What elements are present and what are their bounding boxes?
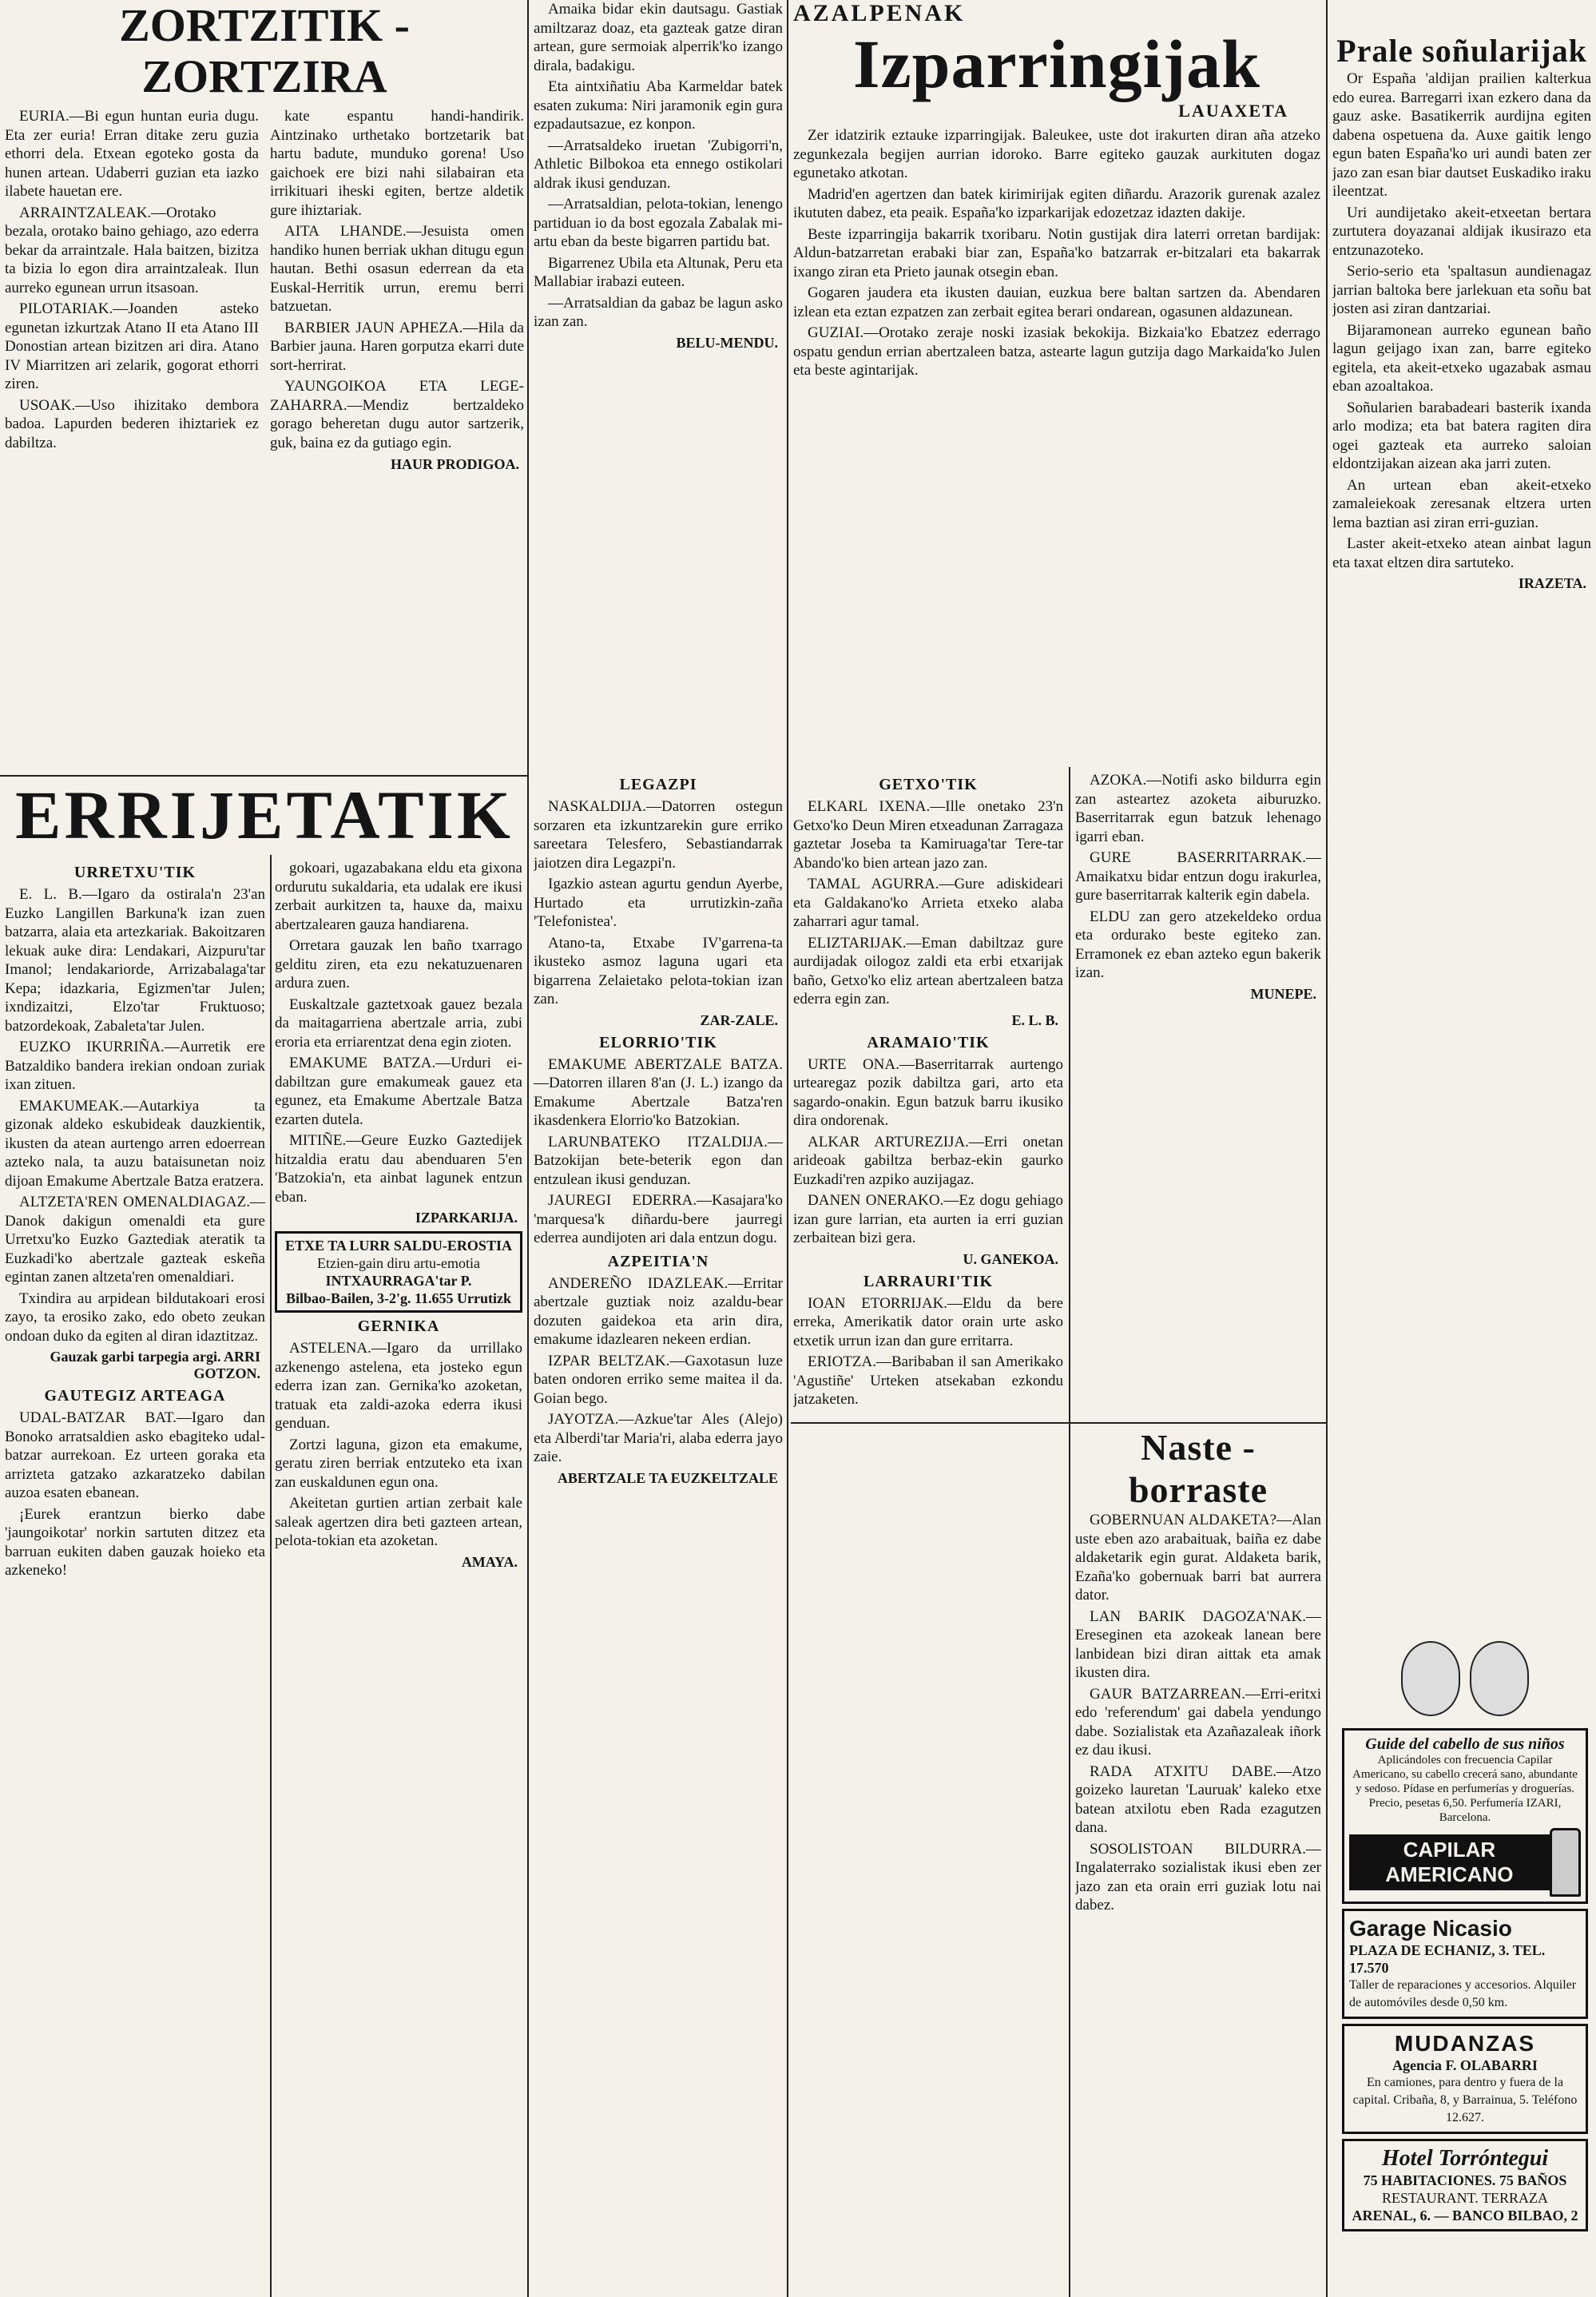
article-body <box>5 107 259 479</box>
child-face-icon <box>1470 1641 1529 1716</box>
ad-text: Taller de reparaciones y accesorios. Alquiler de automóviles desde 0,50 km. <box>1349 1978 1577 2009</box>
paragraph: Zortzi laguna, gizon eta emakume, geratu ziren berriak entzuteko eta ixan zan euskaldunen egun ona. <box>275 1436 522 1491</box>
column-rule <box>1069 767 1070 2297</box>
paragraph: BARBIER JAUN APHEZA.—Hila da Barbier jauna. Haren gorputza ekarri dute sort-herrirat. <box>270 319 524 374</box>
article-body <box>5 885 265 1345</box>
ad-text: En camiones, para dentro y fuera de la capital. Cribaña, 8, y Barrainua, 5. Teléfono 12.627. <box>1352 2076 1578 2124</box>
signature: Gauzak garbi tarpegia argi. ARRI GOTZON. <box>50 1349 260 1381</box>
ad-subtitle: Etzien-gain diru artu-emotia <box>317 1255 480 1271</box>
paragraph: Bijaramonean aurreko egunean baño lagun geijago ixan zan, barre egiteko egitela, eta akeit-etxeko ugazabak asmau eban azoaltakoa. <box>1332 321 1591 395</box>
paragraph: EMAKUME BATZA.—Urduri ei-dabiltzan gure emakumeak gauez eta egunez, eta Emakume Abertzale Batza ezarten dutela. <box>275 1055 522 1128</box>
paragraph: GUZIAI.—Orotako zeraje noski izasiak bekokija. Bizkaia'ko Ebatzez ederrago ospatu gendun errian abertzaleen batza, astearte lagun gutzija dago Markaida'ko Julen eta beste agintarijak. <box>793 324 1320 379</box>
signature: IZPARKARIJA. <box>415 1210 518 1226</box>
signature: ZAR-ZALE. <box>700 1011 778 1028</box>
article-body <box>275 859 522 1206</box>
paragraph: Eta aintxiñatiu Aba Karmeldar batek esaten zukuma: Niri jaramonik egin gura ezpadautsazue, ez konpon. <box>534 78 783 133</box>
ad-address: ARENAL, 6. — BANCO BILBAO, 2 <box>1352 2208 1578 2223</box>
article-body <box>1075 771 1321 983</box>
child-face-icon <box>1401 1641 1460 1716</box>
paragraph: Amaika bidar ekin dautsagu. Gastiak amiltzaraz doaz, eta gazteak gatze diran artean, gure sermoiak alperrik'ko izango dirala, badakigu. <box>534 1 783 74</box>
garage-ad <box>1342 1909 1588 2019</box>
paragraph: LARUNBATEKO ITZALDIJA.—Batzokijan bete-beterik egon dan entzulean ikusi genduzan. <box>534 1133 783 1188</box>
paragraph: gokoari, ugazabakana eldu eta gixona ordurutu sukaldaria, eta udalak ere ikusi zerbait aurkitzen ta, hauxe da, maixu abertzalearen gauza handiarena. <box>275 860 522 933</box>
paragraph: ANDEREÑO IDAZLEAK.—Erritar abertzale guztiak noiz azaldu-bear dozuten gaidekoa eta arin dira, emakume idazlearen nekeen erdian. <box>534 1274 783 1348</box>
ad-brand: CAPILAR AMERICANO <box>1349 1834 1550 1890</box>
signature: U. GANEKOA. <box>963 1250 1058 1267</box>
paragraph: Bigarrenez Ubila eta Altunak, Peru eta Mallabiar irabazi euteen. <box>534 254 783 290</box>
column-rule <box>787 0 788 2297</box>
paragraph: —Arratsaldian da gabaz be lagun asko izan zan. <box>534 294 783 330</box>
paragraph: GOBERNUAN ALDAKETA?—Alan uste eben azo arabaituak, baiña ez dabe aldaketarik egin gurat. Aldaketa barik, Ezaña'ko gobernuak barri bat aurrera dator. <box>1075 1512 1321 1604</box>
paragraph: Beste izparringija bakarrik txoribaru. Notin gustijak dira laterri orretan bardijak: Aldun-batzarretan erabaki biar zan, España'ko batzarrak er-bitzalari eta bakarrak ixango ziran eta Prieto jaunak otsegin eban. <box>793 225 1320 280</box>
paragraph: MITIÑE.—Geure Euzko Gaztedijek hitzaldia eratu dau abenduaren 5'en 'Batzokia'n, eta ainbat lagunek entzun eban. <box>275 1132 522 1206</box>
paragraph: ASTELENA.—Igaro da urrillako azkenengo astelena, eta josteko egun ederra izan zan. Gernika'ko azoketan, tratuak eta zaldi-azoka ederra ikusi genduan. <box>275 1340 522 1432</box>
legazpi-column <box>534 771 783 2293</box>
gernika-column <box>275 859 522 2293</box>
ad-headline: Guide del cabello de sus niños <box>1365 1735 1565 1753</box>
paragraph: AZOKA.—Notifi asko bildurra egin zan asteartez azoketa aiburuzko. Baserritarrak egun batzuk lehenago igarri eban. <box>1075 772 1321 845</box>
section-title: Naste - borraste <box>1128 1427 1268 1510</box>
article-body <box>793 126 1320 380</box>
izparringijak-section <box>793 0 1320 763</box>
section-title: Izparringijak <box>853 26 1261 102</box>
paragraph: Soñularien barabadeari basterik ixanda arlo modiza; eta bat batera ragiten dira ogei gazteak eta aurreko saloian eldontzijakan aizean aka jarri zuten. <box>1332 399 1591 472</box>
ad-address: PLAZA DE ECHANIZ, 3. TEL. 17.570 <box>1349 1942 1546 1976</box>
paragraph: GURE BASERRITARRAK.—Amaikatxu bidar entzun dogu irakurlea, gure baserritarrak kalterik egin dabela. <box>1075 849 1321 904</box>
errijetatik-banner <box>5 779 524 855</box>
paragraph: RADA ATXITU DABE.—Atzo goizeko lauretan 'Lauruak' kaleko etxe batean atxilotu eben Rada ezagutzen dana. <box>1075 1762 1321 1836</box>
article-body <box>534 0 783 332</box>
section-title: ERRIJETATIK <box>15 779 514 853</box>
paragraph: IZPAR BELTZAK.—Gaxotasun luze baten ondoren erriko seme maitea il da. Goian bego. <box>534 1352 783 1407</box>
ad-address: Bilbao-Bailen, 3-2'g. 11.655 Urrutizk <box>285 1290 511 1306</box>
article-body <box>793 1055 1063 1248</box>
subsection-title: LEGAZPI <box>619 776 697 793</box>
capilar-ad <box>1342 1728 1588 1904</box>
paragraph: kate espantu handi-handirik. Aintzinako urthetako bortzetarik bat hartu badute, munduko gorena! Uso gaichoek ere bizi nahi silabairan eta irrikituari iheski egiten, bertze aldetik gure ihiztariak. <box>270 108 524 219</box>
sports-column <box>534 0 783 767</box>
paragraph: An urtean eban akeit-etxeko zamaleiekoak zeresanak eltzera urten lema baztian asi ziran erri-guzian. <box>1332 476 1591 531</box>
column-rule <box>270 855 272 2297</box>
misc-column <box>1075 771 1321 1418</box>
signature: BELU-MENDU. <box>676 334 778 351</box>
paragraph: Igazkio astean agurtu gendun Ayerbe, Hurtado eta urrutizkin-zaña 'Telefonistea'. <box>534 876 783 930</box>
ad-name: Agencia F. OLABARRI <box>1392 2057 1538 2073</box>
ad-text: 75 HABITACIONES. 75 BAÑOS <box>1363 2172 1567 2188</box>
getxo-column <box>793 771 1063 2293</box>
paragraph: EMAKUMEAK.—Autarkiya ta gizonak aldeko eskubideak dauzkientik, ikusten da atean aurtengo arren edoerrean azteko nala, ta auzu bataisunetan noiz dijoan Emakume Abertzale Batza eratzera. <box>5 1097 265 1190</box>
paragraph: JAYOTZA.—Azkue'tar Ales (Alejo) eta Alberdi'tar Maria'ri, alaba ederra jayo zaie. <box>534 1411 783 1465</box>
paragraph: ALKAR ARTUREZIJA.—Erri onetan arideoak gabiltza berbaz-ekin gaurko Euzkadi'ren azpiko auzijagaz. <box>793 1133 1063 1188</box>
paragraph: Gogaren jaudera eta ikusten dauian, euzkua bere baltan sartzen da. Abendaren izlean eta eztan ezpatzen zan zerbait egitea berari ondarean, ogasunen aldazunean. <box>793 284 1320 320</box>
mudanzas-ad <box>1342 2024 1588 2134</box>
ad-illustration <box>1339 1638 1591 1723</box>
paragraph: Orretara gauzak len baño txarrago gelditu ziren, eta ezu nekatuzuenaren ardura zuen. <box>275 937 522 992</box>
paragraph: E. L. B.—Igaro da ostirala'n 23'an Euzko Langillen Barkuna'k izan zuen batzarra, alaia eta artezkariak. Bakoitzaren lekuak auke dira: Lendakari, Aizpuru'tar Imanol; lendakariorde, Arrizabalaga'tar Kepa; idazkaria, Egizmen'tar Julen; ixndizaitzi, Elzo'tar Fruktuoso; batzordekoak, Zabaleta'tar Julen. <box>5 886 265 1035</box>
column-rule <box>527 0 529 2297</box>
prale-section <box>1332 32 1591 1630</box>
paragraph: JAUREGI EDERRA.—Kasajara'ko 'marquesa'k diñardu-bere jaurregi ederrea aundijoten ari dala entzun dogu. <box>534 1192 783 1246</box>
signature: ABERTZALE TA EUZKELTZALE <box>557 1469 778 1486</box>
paragraph: ELIZTARIJAK.—Eman dabiltzaz gure aurdijadak oilogoz zaldi eta erbi etxarijak baño, Getxo'ko eliz artean abertzaleen batza ederra egin zan. <box>793 934 1063 1007</box>
naste-borraste-section <box>1075 1426 1321 2293</box>
paragraph: Akeitetan gurtien artian zerbait kale saleak agertzen dira beti gazteen artean, pelota-tokian eta azoketan. <box>275 1495 522 1549</box>
ad-text: RESTAURANT. TERRAZA <box>1382 2190 1548 2206</box>
column-rule <box>1326 0 1328 2297</box>
subsection-title: URRETXU'TIK <box>73 864 197 881</box>
paragraph: Or España 'aldijan prailien kalterkua edo eurea. Barregarri ixan ezkero dana da gauz aske. Basatikerrik aurdijna egiten dabena ospetuena da. Auxe gaitik lengo egun baten España'ko uri aundi baten zer jazo zan esan biar dautset Euskadiko iraku ileentzat. <box>1332 70 1591 200</box>
signature: HAUR PRODIGOA. <box>391 456 519 472</box>
kicker: AZALPENAK <box>793 0 966 26</box>
paragraph: ¡Eurek erantzun bierko dabe 'jaungoikotar' norkin sartuten ditzez eta barruan eukiten daben gauzak hoieko eta azkeneko! <box>5 1505 265 1579</box>
paragraph: SOSOLISTOAN BILDURRA.—Ingalaterrako sozialistak ikusi eben zer jazo zan eta orain erri guziak lotu nai dabez. <box>1075 1840 1321 1914</box>
paragraph: YAUNGOIKOA ETA LEGE-ZAHARRA.—Mendiz bertzaldeko gorago beheretan dugu autor sartzerik, guk, baina ez da gutiago egin. <box>270 378 524 451</box>
paragraph: Laster akeit-etxeko atean ainbat lagun eta taxat eltzen dira sartuteko. <box>1332 535 1591 571</box>
paragraph: Uri aundijetako akeit-etxeetan bertara zurtutera doyazanai aldijak ikusirazo eta entzunazoteko. <box>1332 204 1591 259</box>
paragraph: Madrid'en agertzen dan batek kirimirijak egiten diñardu. Arazorik gurenak azalez ikututen dabez, eta peaik. España'ko izparkarijak edozetzaz idazten dakije. <box>793 185 1320 221</box>
paragraph: LAN BARIK DAGOZA'NAK.—Ereseginen eta azokeak lanean bere lanbidean bizi diran aittak eta amak ikusten dira. <box>1075 1608 1321 1681</box>
bottle-icon <box>1550 1828 1581 1897</box>
subsection-title: LARRAURI'TIK <box>863 1272 994 1290</box>
paragraph: —Arratsaldeko iruetan 'Zubigorri'n, Athletic Bilbokoa eta ennego ostikolari aldrak ikusi genduzan. <box>534 137 783 192</box>
paragraph: PILOTARIAK.—Joanden asteko egunetan izkurtzak Atano II eta Atano III Donostian artean bizitzen ari dira. Atano IV Miarritzen ari zelarik, gogorat ethorri ziren. <box>5 300 259 392</box>
section-title: ZORTZITIK - ZORTZIRA <box>119 0 410 102</box>
advertisements <box>1339 1638 1591 2289</box>
paragraph: DANEN ONERAKO.—Ez dogu gehiago izan gure larrian, eta aurten ia erri guzian zerbaitean bizi gera. <box>793 1192 1063 1246</box>
paragraph: ERIOTZA.—Baribaban il san Amerikako 'Agustiñe' Urteken atsekaban ezkondu jatzaketen. <box>793 1353 1063 1408</box>
paragraph: IOAN ETORRIJAK.—Eldu da bere erreka, Amerikatik dator orain urte asko etxetik urrun izan dan gure erritarra. <box>793 1294 1063 1349</box>
article-body <box>1332 70 1591 572</box>
subsection-title: AZPEITIA'N <box>607 1252 709 1270</box>
zortzitik-section <box>5 0 524 775</box>
signature: AMAYA. <box>461 1553 518 1570</box>
ad-name: INTXAURRAGA'tar P. <box>325 1273 472 1289</box>
subsection-title: ARAMAIO'TIK <box>867 1033 990 1051</box>
paragraph: ARRAINTZALEAK.—Orotako bezala, orotako baino gehiago, azo ederra bekar da arraintzale. Hala baitzen, bizitza ta bizia lo egon dira arraintzaleak. Ilun aurreko egunean urrun itsasoan. <box>5 204 259 296</box>
paragraph: ELDU zan gero atzekeldeko ordua eta ordurako beste egiteko zan. Erramonek ez eban azteko egun bakerik izan. <box>1075 908 1321 981</box>
subsection-title: GAUTEGIZ ARTEAGA <box>44 1387 226 1405</box>
article-body <box>1075 1511 1321 1915</box>
paragraph: AITA LHANDE.—Jesuista omen handiko hunen berriak ukhan ditugu egun hautan. Bethi osasun ederrean da eta Euskal-Herritik urrun, eremu berri batzuetan. <box>270 223 524 315</box>
article-body <box>5 1409 265 1580</box>
paragraph: —Arratsaldian, pelota-tokian, lenengo partiduan io da bost egozala Zabalak mi-artu eban da beste bigarren partidu bat. <box>534 196 783 250</box>
article-body <box>275 1339 522 1551</box>
real-estate-ad <box>275 1231 522 1313</box>
paragraph: ALTZETA'REN OMENALDIAGAZ.—Danok dakigun omenaldi eta gure Urretxu'ko Euzko Gaztediak ateratik ta Euzkadi'ko abertzale gazteak eskeña egintan zanen altzeta'ren omenaldiari. <box>5 1194 265 1286</box>
signature: IRAZETA. <box>1518 575 1586 591</box>
paragraph: GAUR BATZARREAN.—Erri-eritxi edo 'referendum' gai dabela yendungo dabe. Sozialistak eta Azañazaleak iñork ez dau ikusi. <box>1075 1685 1321 1759</box>
article-body <box>534 1274 783 1467</box>
paragraph: Zer idatzirik eztauke izparringijak. Baleukee, uste dot irakurten diran aña atzeko zegunkezala begijen aurrian idoroko. Barre egiteko gauzak aurkituten dogaz egunetako atkotan. <box>793 127 1320 181</box>
hotel-ad <box>1342 2139 1588 2231</box>
subsection-title: GERNIKA <box>357 1317 440 1335</box>
urretxu-column <box>5 859 265 2293</box>
paragraph: ELKARL IXENA.—Ille onetako 23'n Getxo'ko Deun Miren etxeadunan Zarragaza gaztetar Joseba ta Kamiruaga'tar Tere-tar Abando'ko bien artean jazo zan. <box>793 798 1063 872</box>
paragraph: UDAL-BATZAR BAT.—Igaro dan Bonoko arratsaldien asko ebagiteko udal-batzar aurrekoan. Ez urteen goraka eta arrizteta gatzako azkaratzeko dabilan auzoa esaten ebanean. <box>5 1409 265 1501</box>
paragraph: EUZKO IKURRIÑA.—Aurretik ere Batzaldiko bandera irekian ondoan zuriak ixan zituen. <box>5 1039 265 1093</box>
article-body <box>534 797 783 1009</box>
ad-title: ETXE TA LURR SALDU-EROSTIA <box>285 1238 512 1254</box>
subsection-title: ELORRIO'TIK <box>599 1033 717 1051</box>
article-body <box>793 797 1063 1009</box>
paragraph: Serio-serio eta 'spaltasun aundienagaz jarrian baltoka bere jarlekuan eta soñu bat josten asi ziran dantzariai. <box>1332 263 1591 317</box>
ad-headline: Garage Nicasio <box>1349 1916 1512 1941</box>
signature: MUNEPE. <box>1250 985 1316 1002</box>
section-rule <box>0 775 527 777</box>
byline: LAUAXETA <box>1178 101 1288 121</box>
subsection-title: GETXO'TIK <box>879 776 978 793</box>
section-title: Prale soñularijak <box>1336 33 1587 69</box>
article-body <box>793 1294 1063 1409</box>
article-body <box>534 1055 783 1248</box>
paragraph: URTE ONA.—Baserritarrak aurtengo urtearegaz pozik dabiltza gari, arto eta sagardo-onakin. Egun batzuk barru ikusiko dira ondorenak. <box>793 1055 1063 1129</box>
paragraph: EMAKUME ABERTZALE BATZA.—Datorren illaren 8'an (J. L.) izango da Emakume Abertzale Batza'ren ikasdenkera Elorrio'ko Batzokian. <box>534 1055 783 1129</box>
ad-text: Aplicándoles con frecuencia Capilar Americano, su cabello crecerá sano, abundante y sedoso. Pídase en perfumerías y droguerías. Precio, pesetas 6,50. Perfumería IZARI, Barcelona. <box>1352 1754 1578 1824</box>
paragraph: Euskaltzale gaztetxoak gauez bezala da maitagarriena abertzale arria, zubi eroria eta erriarentzat dena egin zioten. <box>275 995 522 1051</box>
paragraph: EURIA.—Bi egun huntan euria dugu. Eta zer euria! Erran ditake zeru guzia ethorri dela. Etxean egoteko gosta da hunen artean. Udaberri guzian eta iazko ilabete hauetan ere. <box>5 108 259 200</box>
ad-headline: MUDANZAS <box>1394 2031 1536 2056</box>
paragraph: Atano-ta, Etxabe IV'garrena-ta ikusteko asmoz laguna ugari eta bigarrena Zelaietako pelota-tokian izan zan. <box>534 934 783 1007</box>
article-body <box>270 107 524 479</box>
signature: E. L. B. <box>1011 1011 1058 1028</box>
paragraph: Txindira au arpidean bildutakoari erosi zayo, ta erosiko zako, edo obeto zeukan ondoan duko da egiten al diran idaztitzaz. <box>5 1290 265 1345</box>
paragraph: NASKALDIJA.—Datorren ostegun sorzaren eta izkuntzarekin gure erriko sareetara Telesfero, Sebastiandarrak jaiotzen dira Legazpi'n. <box>534 798 783 872</box>
paragraph: TAMAL AGURRA.—Gure adiskideari eta Galdakano'ko Arrieta etxeko alaba zaharrari agur tamal. <box>793 876 1063 930</box>
ad-headline: Hotel Torróntegui <box>1381 2146 1549 2171</box>
paragraph: USOAK.—Uso ihizitako dembora badoa. Lapurden bederen ihiztariek ez dabiltza. <box>5 396 259 451</box>
